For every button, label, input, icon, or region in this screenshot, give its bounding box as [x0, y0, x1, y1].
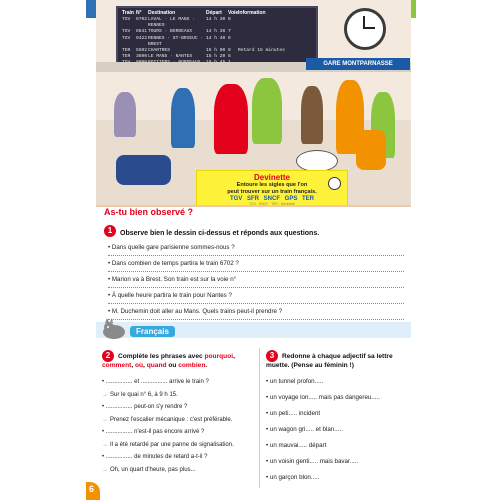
departure-board: [116, 6, 318, 70]
board-cell: 15 h 00: [206, 48, 226, 54]
page-number-tab: [86, 482, 100, 500]
board-cell: [238, 17, 312, 29]
board-header-cell: Destination: [148, 10, 176, 16]
exercise-number: 1: [104, 225, 116, 237]
smiley-icon: [328, 177, 341, 190]
fill-blank-line[interactable]: • ................ n'est-il pas encore arrivé ?: [102, 429, 205, 435]
board-cell: 5: [228, 54, 231, 60]
board-header-cell: Train: [122, 10, 134, 16]
adjective-item[interactable]: • un voisin genti..... mais bavar.....: [266, 458, 359, 465]
board-cell: LE MANS · NANTES: [148, 54, 193, 60]
board-cell: 8: [228, 17, 231, 22]
traveler-figure: [301, 86, 323, 144]
board-cell: TGV: [122, 35, 131, 41]
board-cell: 6702: [136, 17, 148, 22]
board-cell: 8641: [136, 29, 148, 35]
keyword: comment: [102, 362, 132, 369]
question-line[interactable]: • Marion va à Brest. Son train est sur la voie n°: [108, 272, 404, 288]
riddle-acronyms: TGV SFR SNCF GPS TER: [229, 196, 314, 202]
section-label: Français: [130, 326, 175, 337]
board-cell: TER: [122, 54, 131, 60]
board-cell: RENNES · ST-BRIEUC · BREST: [148, 35, 204, 47]
board-cell: TOURS · BORDEAUX: [148, 29, 193, 35]
exercise-instruction: [266, 350, 411, 370]
exercise-instruction: [102, 350, 252, 370]
board-cell: TGV: [122, 29, 131, 35]
question-line[interactable]: • À quelle heure partira le train pour Nantes ?: [108, 288, 404, 304]
riddle-box: [196, 170, 348, 207]
board-header-cell: Départ: [206, 10, 222, 16]
board-header-cell: Information: [238, 10, 266, 16]
keyword: quand: [146, 362, 167, 369]
adjective-item[interactable]: • un peti..... incident: [266, 410, 321, 417]
exercise-number: 3: [266, 350, 278, 362]
question-line[interactable]: • M. Duchemin doit aller au Mans. Quels trains peut-il prendre ?: [108, 304, 404, 320]
arrow-icon: →: [102, 466, 108, 473]
board-cell: 3600: [136, 54, 148, 60]
separator: ,: [233, 352, 235, 360]
workbook-page: [86, 0, 416, 500]
exercise-instruction: Observe bien le dessin ci-dessus et réponds aux questions.: [120, 230, 320, 237]
board-cell: LAVAL · LE MANS · RENNES: [148, 17, 195, 29]
traveler-figure: [252, 78, 282, 144]
adjective-item[interactable]: • un wagon gri..... et blan.....: [266, 426, 343, 433]
fill-blank-line[interactable]: • ................ peut-on s'y rendre ?: [102, 404, 188, 410]
adjective-item[interactable]: • un mauvai..... départ: [266, 442, 327, 449]
riddle-text: peut trouver sur un train français.: [227, 188, 317, 195]
board-cell: 8: [228, 48, 231, 54]
separator: ,: [143, 362, 147, 369]
answer-line: [102, 464, 252, 477]
suitcase: [116, 155, 171, 185]
board-cell: 14 h 40: [206, 35, 226, 41]
board-cell: [238, 36, 312, 48]
answer-line: [102, 414, 252, 427]
exercise-number: 2: [102, 350, 114, 362]
answer-line: [102, 439, 252, 452]
riddle-title: Devinette: [253, 173, 290, 182]
board-cell: 5502: [136, 48, 148, 54]
board-cell: 7: [228, 29, 231, 35]
riddle-footnote: TGV · SNCF · TER : Devinette: [248, 202, 296, 206]
board-cell: 9422: [136, 35, 148, 41]
instruction-text: .: [205, 362, 208, 369]
keyword: où: [134, 362, 144, 369]
cat-icon: [100, 318, 128, 340]
board-row: [118, 36, 316, 48]
station-illustration: [96, 0, 411, 207]
arrow-icon: →: [102, 441, 108, 448]
dog-figure: [296, 150, 338, 172]
board-cell: 15 h 20: [206, 54, 226, 60]
exercise-1: [104, 222, 404, 320]
traveler-figure: [114, 92, 136, 137]
board-row: [118, 17, 316, 29]
separator: ,: [131, 362, 135, 369]
question-line[interactable]: • Dans combien de temps partira le train 6702 ?: [108, 256, 404, 272]
exercise-2: [102, 350, 252, 476]
board-header-cell: N°: [136, 10, 142, 16]
board-header: [118, 8, 316, 17]
board-cell: CHARTRES: [148, 48, 171, 54]
answer-text: Oh, un quart d'heure, pas plus...: [110, 466, 196, 473]
page-number: 6: [89, 484, 95, 494]
traveler-figure: [214, 84, 248, 154]
adjective-item[interactable]: • un tunnel profon.....: [266, 378, 324, 385]
instruction-text: Complète les phrases avec: [118, 352, 205, 360]
exercise-3: [266, 350, 411, 486]
answer-text: Prenez l'escalier mécanique : c'est préférable.: [110, 416, 233, 423]
riddle-text: Entoure les sigles que l'on: [236, 182, 308, 188]
board-cell: TGV: [122, 17, 131, 22]
keyword: pourquoi: [204, 352, 234, 360]
board-cell: Retard 15 minutes: [238, 48, 285, 54]
board-cell: 14 h 36: [206, 29, 226, 35]
section-heading: As-tu bien observé ?: [104, 207, 194, 217]
arrow-icon: →: [102, 416, 108, 423]
keyword: combien: [178, 362, 206, 369]
separator: ou: [166, 362, 179, 369]
instruction-text: Redonne à chaque adjectif sa lettre muette. (Pense au féminin !): [266, 352, 393, 369]
adjective-item[interactable]: • un garçon blon.....: [266, 474, 320, 481]
fill-blank-line[interactable]: • ................ et ................ arrive le train ?: [102, 379, 209, 385]
answer-text: Sur le quai n° 6, à 9 h 15.: [110, 391, 178, 398]
fill-blank-line[interactable]: • ................ de minutes de retard a-t-il ?: [102, 454, 208, 460]
adjective-item[interactable]: • un voyage lon..... mais pas dangereu.....: [266, 394, 380, 401]
clock-icon: [344, 8, 386, 50]
board-header-cell: Voie: [228, 10, 239, 16]
board-cell: 6: [228, 35, 231, 41]
question-line[interactable]: • Dans quelle gare parisienne sommes-nous ?: [108, 240, 404, 256]
answer-line: [102, 389, 252, 402]
answer-text: Il a été retardé par une panne de signalisation.: [110, 441, 234, 448]
column-divider: [259, 348, 260, 488]
board-cell: 14 h 30: [206, 17, 226, 22]
arrow-icon: →: [102, 391, 108, 398]
station-sign: GARE MONTPARNASSE: [306, 58, 410, 70]
suitcase: [356, 130, 386, 170]
traveler-figure: [171, 88, 195, 148]
board-cell: TER: [122, 48, 131, 54]
